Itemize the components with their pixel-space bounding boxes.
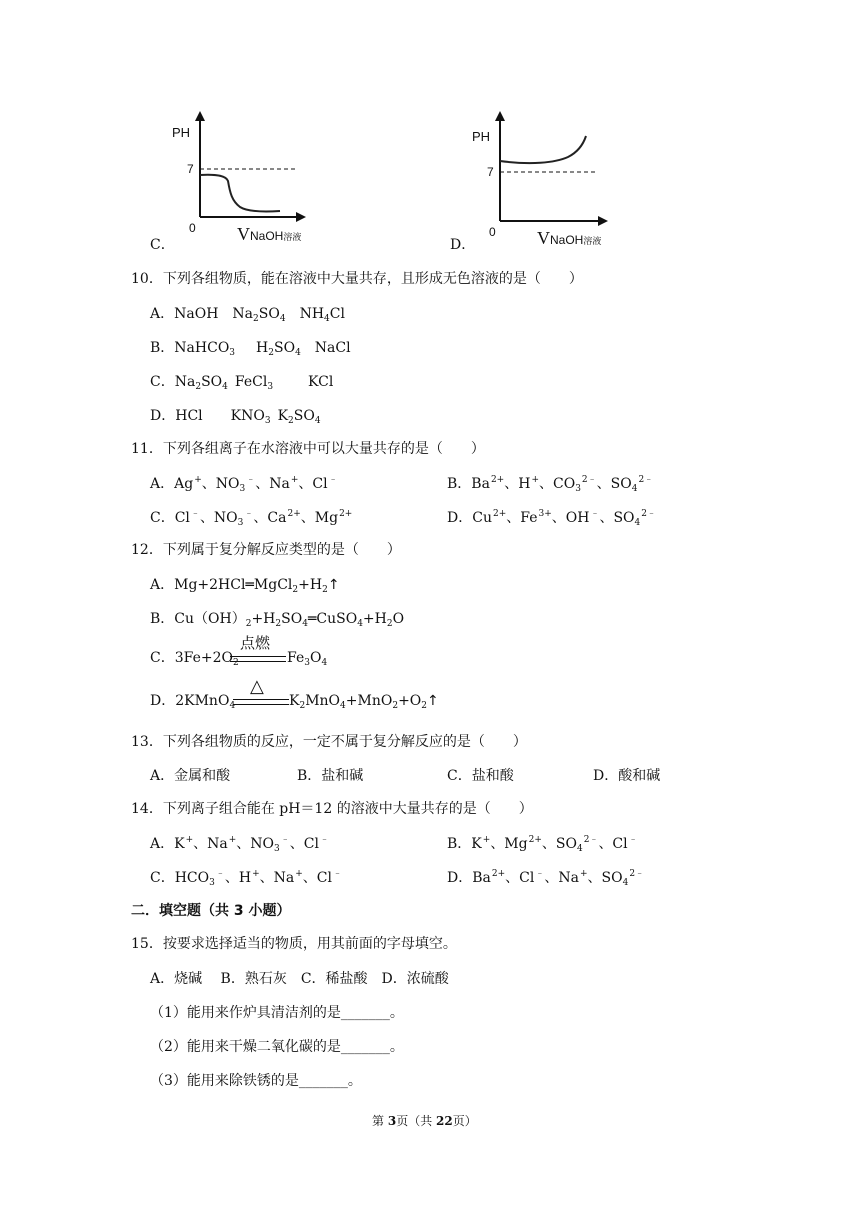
answer-blank[interactable]: _______ (340, 1039, 390, 1055)
q12-option-c-left: C．$3Fe+2O_2$ (150, 650, 239, 668)
q15-stem: 15．按要求选择适当的物质，用其前面的字母填空。 (131, 936, 457, 952)
q15-part-2: （2）能用来干燥二氧化碳的是_______。 (150, 1039, 404, 1055)
v-symbol: V (237, 224, 250, 244)
q12-c-condition: 点燃 (240, 634, 271, 652)
q12-d-double-line (233, 699, 289, 705)
q10-option-c: C．$Na_2SO_4$ FeCl$_3$ KCl (150, 374, 334, 392)
x-arrow (296, 212, 306, 222)
q11-option-c: C．Cl﹣、$NO_3^﹣$、$Ca^{2+}$、$Mg^{2+}$ (150, 509, 353, 528)
x-arrow (598, 216, 608, 226)
q11-option-a: A．Ag+、$NO_3^﹣$、Na+、Cl﹣ (150, 475, 338, 494)
graph-d-zero: 0 (489, 225, 496, 239)
q15-part-1: （1）能用来作炉具清洁剂的是_______。 (150, 1005, 404, 1021)
naoh-sub: NaOH (250, 229, 284, 243)
q12-option-d-left: D．2KMnO$_4$ (150, 693, 236, 711)
q12-option-c-right: $Fe_3O_4$ (287, 650, 328, 668)
y-arrow (195, 111, 205, 121)
y-arrow (495, 111, 505, 121)
section-heading: 二．填空题（共 3 小题） (131, 903, 291, 919)
q12-d-condition: △ (250, 676, 264, 697)
q14-option-b: B．K+、$Mg^{2+}$、$SO_4^{2﹣}$、Cl﹣ (447, 835, 638, 854)
q13-stem: 13．下列各组物质的反应，一定不属于复分解反应的是（ ） (131, 734, 527, 750)
q15-part-3: （3）能用来除铁锈的是_______。 (150, 1073, 362, 1089)
q14-option-a: A．K+、Na+、$NO_3^﹣$、Cl﹣ (150, 835, 329, 854)
v-symbol: V (537, 228, 550, 248)
answer-blank[interactable]: _______ (340, 1005, 390, 1021)
q12-option-a: A．$Mg+2HCl═MgCl_2+H_2↑$ (150, 577, 340, 595)
q14-option-c: C．$HCO_3^﹣$、H+、Na+、Cl﹣ (150, 869, 343, 888)
page-footer: 第 3页（共 22页） (372, 1114, 477, 1128)
page-number: 3 (387, 1114, 397, 1128)
answer-blank[interactable]: _______ (298, 1073, 348, 1089)
q13-option-c: C．盐和酸 (447, 768, 514, 784)
q15-options: A．烧碱 B．熟石灰 C．稀盐酸 D．浓硫酸 (150, 971, 449, 987)
q14-option-d: D．$Ba^{2+}$、Cl﹣、Na+、$SO_4^{2﹣}$ (447, 869, 645, 888)
q12-option-b: B．$Cu(OH)_2+H_2SO_4═CuSO_4+H_2O$ (150, 611, 405, 629)
ph-curve (200, 175, 280, 212)
q14-stem: 14．下列离子组合能在 pH＝12 的溶液中大量共存的是（ ） (131, 801, 533, 817)
q11-option-d: D．$Cu^{2+}$、$Fe^{3+}$、OH﹣、$SO_4^{2﹣}$ (447, 509, 657, 528)
solution-tail: 溶液 (583, 236, 602, 246)
q12-c-double-line (230, 656, 286, 662)
q10-stem: 10．下列各组物质，能在溶液中大量共存，且形成无色溶液的是（ ） (131, 271, 583, 287)
q10-option-b: B．NaHCO$_3$ $H_2SO_4$ NaCl (150, 340, 351, 358)
q12-option-d-right: $K_2MnO_4+MnO_2+O_2↑$ (289, 693, 439, 711)
naoh-sub: NaOH (550, 233, 584, 247)
graph-c-zero: 0 (189, 221, 196, 235)
q13-option-a: A．金属和酸 (150, 768, 231, 784)
q10-option-d: D．HCl $KNO_3$ $K_2SO_4$ (150, 408, 321, 426)
option-c-label: C． (150, 237, 175, 253)
ph-curve (500, 136, 586, 163)
graph-d-y-label: PH (472, 129, 491, 144)
q10-option-a: A．NaOH $Na_2SO_4$ $NH_4Cl$ (150, 306, 345, 324)
graph-c-y-label: PH (172, 125, 191, 140)
graph-c-seven: 7 (187, 162, 194, 176)
q13-option-d: D．酸和碱 (593, 768, 661, 784)
q11-option-b: B．$Ba^{2+}$、H+、$CO_3^{2﹣}$、$SO_4^{2﹣}$ (447, 475, 654, 494)
option-d-label: D． (450, 237, 476, 253)
graph-c-x-label (237, 223, 301, 248)
q11-stem: 11．下列各组离子在水溶液中可以大量共存的是（ ） (131, 441, 485, 457)
q13-option-b: B．盐和碱 (297, 768, 364, 784)
page-total: 22 (436, 1114, 453, 1128)
q12-stem: 12．下列属于复分解反应类型的是（ ） (131, 542, 401, 558)
graph-d-seven: 7 (487, 165, 494, 179)
solution-tail: 溶液 (283, 232, 302, 242)
graph-d-x-label (537, 227, 601, 252)
